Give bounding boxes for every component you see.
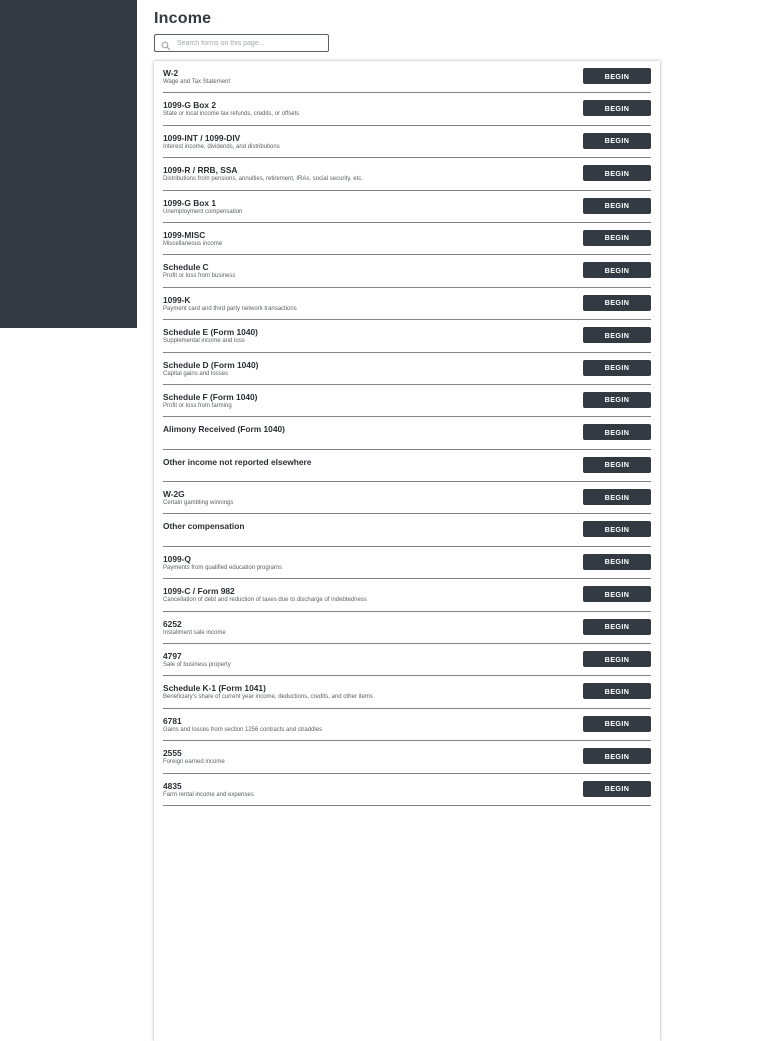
form-description: Installment sale income — [163, 629, 226, 636]
form-title: W-2 — [163, 68, 179, 78]
form-description: Distributions from pensions, annuities, retirement, IRAs, social security, etc. — [163, 176, 363, 183]
begin-button[interactable]: BEGIN — [583, 619, 651, 635]
form-title: 1099-INT / 1099-DIV — [163, 132, 241, 143]
form-title: Other income not reported elsewhere — [163, 456, 312, 467]
form-description: Payments from qualified education programs — [163, 564, 283, 571]
form-title: Schedule C — [163, 262, 209, 273]
form-row — [163, 741, 651, 773]
begin-button[interactable]: BEGIN — [583, 392, 651, 408]
form-row — [163, 126, 651, 158]
form-row — [163, 514, 651, 546]
begin-button[interactable]: BEGIN — [583, 683, 651, 699]
form-row — [163, 644, 651, 676]
form-title: Schedule F (Form 1040) — [163, 391, 258, 402]
begin-button[interactable]: BEGIN — [583, 716, 651, 732]
form-title: Schedule K-1 (Form 1041) — [163, 683, 266, 694]
begin-button[interactable]: BEGIN — [583, 165, 651, 181]
search-icon — [161, 38, 171, 48]
form-description: Certain gambling winnings — [163, 500, 234, 507]
begin-button[interactable]: BEGIN — [583, 489, 651, 505]
form-title: 1099-G Box 1 — [163, 197, 217, 208]
form-title: 6781 — [163, 715, 182, 726]
form-description: Miscellaneous income — [163, 240, 223, 247]
form-description: State or local income tax refunds, credits, or offsets — [163, 111, 300, 118]
begin-button[interactable]: BEGIN — [583, 554, 651, 570]
form-description: Farm rental income and expenses — [163, 791, 254, 798]
form-title: 1099-MISC — [163, 229, 206, 240]
begin-button[interactable]: BEGIN — [583, 100, 651, 116]
form-description: Profit or loss from farming — [163, 402, 232, 409]
begin-button[interactable]: BEGIN — [583, 457, 651, 473]
form-row — [163, 450, 651, 482]
form-row — [163, 191, 651, 223]
form-row — [163, 353, 651, 385]
form-row — [163, 288, 651, 320]
form-description: Payment card and third party network transactions — [163, 305, 297, 312]
form-title: Schedule E (Form 1040) — [163, 327, 258, 338]
form-description: Gains and losses from section 1256 contracts and straddles — [163, 726, 323, 733]
begin-button[interactable]: BEGIN — [583, 133, 651, 149]
form-row — [163, 93, 651, 125]
form-title: 2555 — [163, 748, 182, 759]
form-title: W-2G — [163, 489, 185, 500]
begin-button[interactable]: BEGIN — [583, 295, 651, 311]
begin-button[interactable]: BEGIN — [583, 327, 651, 343]
form-row — [163, 482, 651, 514]
form-title: 6252 — [163, 618, 182, 629]
form-title: 4835 — [163, 780, 182, 791]
form-row — [163, 61, 651, 93]
begin-button[interactable]: BEGIN — [583, 651, 651, 667]
form-title: Schedule D (Form 1040) — [163, 359, 259, 370]
begin-button[interactable]: BEGIN — [583, 198, 651, 214]
form-row — [163, 223, 651, 255]
form-description: Interest income, dividends, and distributions — [163, 143, 280, 150]
begin-button[interactable]: BEGIN — [583, 586, 651, 602]
begin-button[interactable]: BEGIN — [583, 781, 651, 797]
form-row — [163, 547, 651, 579]
page-title: Income — [154, 10, 212, 27]
form-description: Unemployment compensation — [163, 208, 243, 215]
form-title: 1099-R / RRB, SSA — [163, 165, 238, 176]
form-row — [163, 158, 651, 190]
form-row — [163, 774, 651, 806]
begin-button[interactable]: BEGIN — [583, 521, 651, 537]
form-row — [163, 385, 651, 417]
form-description: Sale of business property — [163, 662, 231, 669]
form-row — [163, 320, 651, 352]
form-title: Alimony Received (Form 1040) — [163, 424, 285, 435]
form-row — [163, 676, 651, 708]
form-description: Foreign earned income — [163, 759, 225, 766]
forms-panel — [154, 61, 660, 1041]
form-description: Cancellation of debt and reduction of taxes due to discharge of indebtedness — [163, 597, 367, 604]
begin-button[interactable]: BEGIN — [583, 360, 651, 376]
form-description: Capital gains and losses — [163, 370, 229, 377]
form-title: 4797 — [163, 651, 182, 662]
begin-button[interactable]: BEGIN — [583, 230, 651, 246]
form-description: Beneficiary's share of current year income, deductions, credits, and other items — [163, 694, 373, 701]
form-title: 1099-K — [163, 294, 191, 305]
form-row — [163, 255, 651, 287]
form-title: 1099-Q — [163, 553, 191, 564]
begin-button[interactable]: BEGIN — [583, 68, 651, 84]
form-description: Wage and Tax Statement — [163, 79, 231, 85]
search-box[interactable] — [154, 34, 329, 52]
form-row — [163, 417, 651, 449]
form-description: Profit or loss from business — [163, 273, 236, 280]
form-title: 1099-G Box 2 — [163, 100, 217, 111]
forms-list — [163, 61, 651, 806]
begin-button[interactable]: BEGIN — [583, 424, 651, 440]
begin-button[interactable]: BEGIN — [583, 262, 651, 278]
search-input[interactable] — [177, 40, 317, 47]
form-row — [163, 709, 651, 741]
form-title: Other compensation — [163, 521, 245, 532]
form-row — [163, 612, 651, 644]
form-row — [163, 579, 651, 611]
form-description: Supplemental income and loss — [163, 338, 245, 345]
form-title: 1099-C / Form 982 — [163, 586, 235, 597]
begin-button[interactable]: BEGIN — [583, 748, 651, 764]
sidebar — [0, 0, 137, 328]
